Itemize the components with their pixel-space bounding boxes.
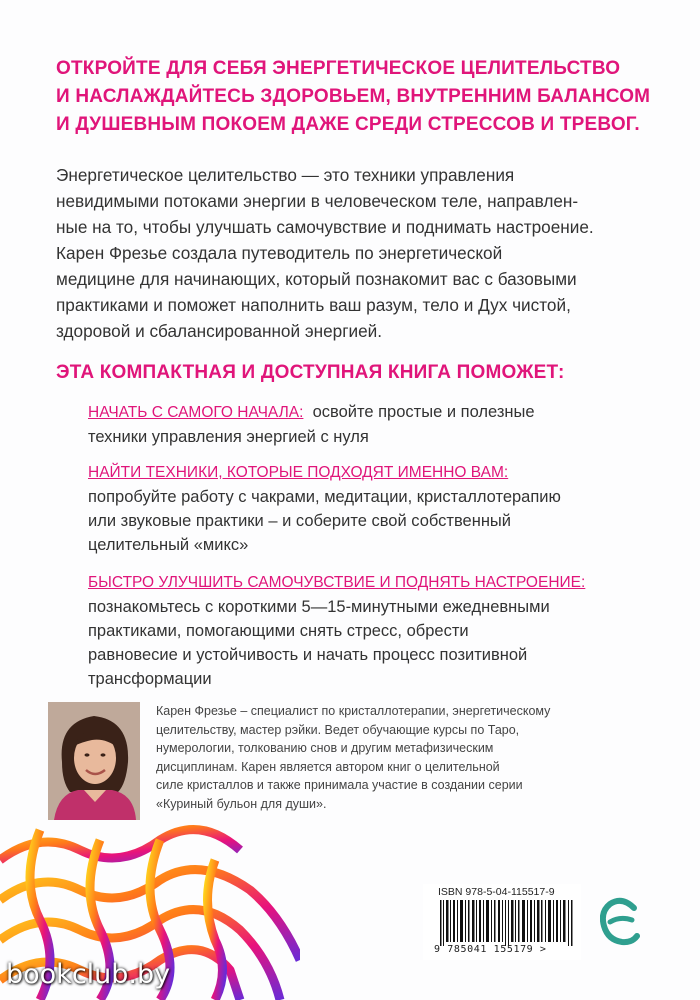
intro-line: здоровой и сбалансированной энергией.	[56, 321, 383, 341]
benefit-text: целительный «микс»	[88, 536, 249, 554]
bio-line: дисциплинам. Карен является автором книг о целительной	[156, 759, 500, 774]
bio-line: силе кристаллов и также принимала участие в создании серии	[156, 778, 523, 793]
author-photo	[48, 702, 140, 820]
intro-line: медицине для начинающих, который познакомит вас с базовыми	[56, 269, 577, 289]
benefit-text: практиками, помогающими снять стресс, обрести	[88, 622, 469, 640]
benefit-item	[88, 400, 678, 449]
barcode	[438, 900, 578, 946]
benefit-lead: БЫСТРО УЛУЧШИТЬ САМОЧУВСТВИЕ И ПОДНЯТЬ НАСТРОЕНИЕ:	[88, 574, 586, 591]
benefit-text: техники управления энергией с нуля	[88, 428, 369, 446]
isbn-label: ISBN 978-5-04-115517-9	[438, 886, 555, 898]
headline	[56, 55, 656, 139]
benefit-text: попробуйте работу с чакрами, медитации, кристаллотерапию	[88, 488, 561, 506]
intro-line: Карен Фрезье создала путеводитель по энергетической	[56, 243, 503, 263]
intro-line: практиками и поможет наполнить ваш разум, тело и Дух чистой,	[56, 295, 571, 315]
intro-line: невидимыми потоками энергии в человеческом теле, направлен-	[56, 191, 579, 211]
author-bio	[156, 702, 656, 814]
intro-line: ные на то, чтобы улучшать самочувствие и поднимать настроение.	[56, 217, 594, 237]
bio-line: Карен Фрезье – специалист по кристаллотерапии, энергетическому	[156, 704, 551, 718]
benefit-text: трансформации	[88, 670, 212, 688]
bio-line: «Куриный бульон для души».	[156, 796, 327, 811]
benefits-heading: ЭТА КОМПАКТНАЯ И ДОСТУПНАЯ КНИГА ПОМОЖЕТ:	[56, 362, 565, 383]
benefit-item	[88, 570, 678, 691]
benefit-lead: НАЙТИ ТЕХНИКИ, КОТОРЫЕ ПОДХОДЯТ ИМЕННО ВАМ:	[88, 464, 509, 481]
benefit-lead: НАЧАТЬ С САМОГО НАЧАЛА:	[88, 404, 304, 421]
headline-line: И НАСЛАЖДАЙТЕСЬ ЗДОРОВЬЕМ, ВНУТРЕННИМ БАЛАНСОМ	[56, 86, 651, 107]
headline-line: И ДУШЕВНЫМ ПОКОЕМ ДАЖЕ СРЕДИ СТРЕССОВ И ТРЕВОГ.	[56, 114, 640, 135]
intro-line: Энергетическое целительство — это техники управления	[56, 165, 515, 185]
benefit-text: познакомьтесь с короткими 5—15-минутными ежедневными	[88, 598, 550, 616]
benefit-item	[88, 460, 678, 557]
benefit-text: равновесие и устойчивость и начать процесс позитивной	[88, 646, 528, 664]
intro-paragraph	[56, 162, 666, 344]
bio-line: нумерологии, толкованию снов и другим метафизическим	[156, 741, 494, 756]
barcode-digits: 9 785041 155179 >	[434, 944, 547, 955]
site-watermark: bookclub.by	[6, 959, 171, 990]
publisher-logo-icon	[600, 894, 640, 948]
bio-line: целительству, мастер рэйки. Ведет обучающие курсы по Таро,	[156, 722, 520, 737]
benefit-text: освойте простые и полезные	[312, 403, 535, 421]
benefit-text: или звуковые практики – и соберите свой собственный	[88, 512, 512, 530]
headline-line: ОТКРОЙТЕ ДЛЯ СЕБЯ ЭНЕРГЕТИЧЕСКОЕ ЦЕЛИТЕЛЬСТВО	[56, 58, 621, 79]
